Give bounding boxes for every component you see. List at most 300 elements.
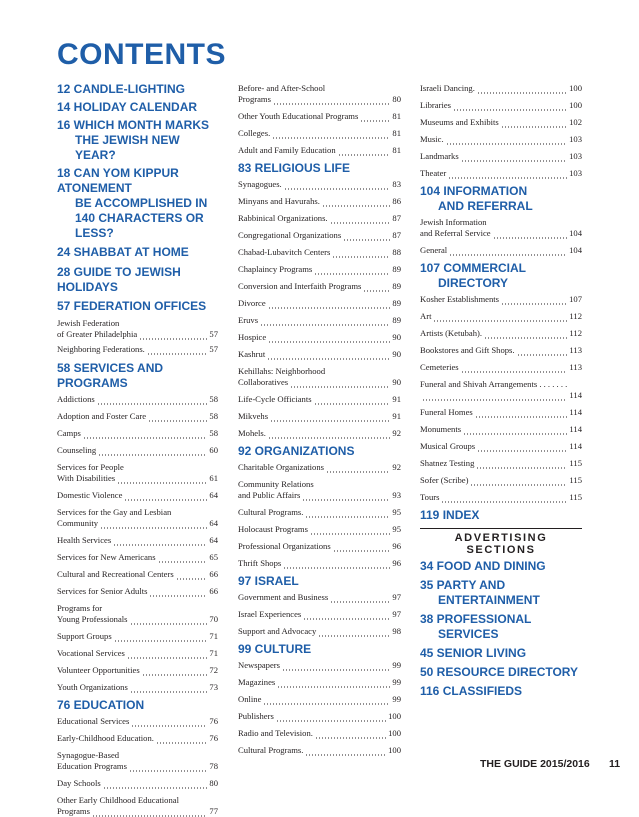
toc-entry[interactable] bbox=[57, 631, 218, 642]
dot-leader bbox=[326, 462, 390, 473]
dot-leader bbox=[147, 344, 208, 355]
dot-leader bbox=[475, 407, 568, 418]
toc-entry-label: Bookstores and Gift Shops. bbox=[420, 345, 515, 355]
toc-entry[interactable] bbox=[238, 179, 401, 190]
toc-entry[interactable] bbox=[420, 458, 582, 469]
section-heading-line: 99 CULTURE bbox=[238, 642, 312, 656]
toc-entry-label: Minyans and Havurahs. bbox=[238, 196, 320, 206]
toc-page-number: 96 bbox=[392, 541, 401, 551]
toc-page-number: 89 bbox=[392, 264, 401, 274]
toc-entry-label: Art bbox=[420, 311, 432, 321]
toc-entry-label: Shatnez Testing bbox=[420, 458, 475, 468]
page-title: CONTENTS bbox=[57, 38, 226, 71]
toc-entry-label: Addictions bbox=[57, 394, 95, 404]
toc-page-number: 73 bbox=[209, 682, 218, 692]
toc-entry-label: Domestic Violence bbox=[57, 490, 123, 500]
toc-page-number: 92 bbox=[392, 462, 401, 472]
dot-leader bbox=[302, 490, 390, 501]
toc-entry-label: Hospice bbox=[238, 332, 267, 342]
toc-entry[interactable] bbox=[57, 569, 218, 580]
section-heading-line: 76 EDUCATION bbox=[57, 698, 145, 712]
toc-entry[interactable] bbox=[238, 196, 401, 207]
toc-entry-label: Conversion and Interfaith Programs bbox=[238, 281, 362, 291]
dot-leader bbox=[330, 592, 390, 603]
toc-entry[interactable] bbox=[420, 328, 582, 339]
section-heading[interactable] bbox=[420, 559, 582, 574]
toc-entry-label: Mohels. bbox=[238, 428, 266, 438]
toc-page-number: 89 bbox=[392, 281, 401, 291]
toc-entry[interactable] bbox=[238, 298, 401, 309]
toc-entry[interactable] bbox=[238, 264, 401, 275]
toc-entry[interactable] bbox=[57, 535, 218, 546]
toc-entry[interactable] bbox=[238, 745, 401, 756]
advertising-sections-heading: ADVERTISING SECTIONS bbox=[454, 532, 548, 556]
toc-entry-label: Synagogues. bbox=[238, 179, 282, 189]
section-heading[interactable] bbox=[57, 361, 218, 391]
toc-entry[interactable] bbox=[238, 694, 401, 705]
toc-entry-label: Artists (Ketubah). bbox=[420, 328, 483, 338]
toc-entry-label: Cultural Programs. bbox=[238, 507, 304, 517]
toc-page-number: 81 bbox=[392, 111, 401, 121]
toc-entry-label: Holocaust Programs bbox=[238, 524, 308, 534]
toc-entry[interactable] bbox=[238, 626, 401, 637]
toc-entry[interactable] bbox=[420, 100, 582, 111]
toc-entry-label: Eruvs bbox=[238, 315, 259, 325]
dot-leader bbox=[131, 716, 207, 727]
dot-leader bbox=[117, 473, 207, 484]
toc-page-number: 77 bbox=[209, 806, 218, 816]
toc-page-number: 83 bbox=[392, 179, 401, 189]
toc-page-number: 103 bbox=[569, 134, 582, 144]
toc-entry-label: Adult and Family Education bbox=[238, 145, 336, 155]
dot-leader bbox=[130, 682, 208, 693]
toc-entry[interactable] bbox=[420, 168, 582, 179]
toc-entry-label: Other Early Childhood Educational bbox=[57, 795, 179, 805]
toc-page-number: 104 bbox=[569, 245, 582, 255]
toc-page-number: 66 bbox=[209, 586, 218, 596]
toc-page-number: 71 bbox=[209, 631, 218, 641]
toc-entry[interactable] bbox=[57, 428, 218, 439]
footer-guide-title: THE GUIDE 2015/2016 bbox=[480, 758, 590, 770]
toc-entry-label: Collaboratives bbox=[238, 377, 289, 387]
toc-entry[interactable] bbox=[238, 728, 401, 739]
toc-page-number: 99 bbox=[392, 660, 401, 670]
toc-page-number: 64 bbox=[209, 535, 218, 545]
toc-entry-label: Musical Groups bbox=[420, 441, 476, 451]
section-heading[interactable] bbox=[420, 578, 582, 608]
section-heading-line: SERVICES bbox=[438, 627, 499, 641]
toc-entry-label: Newspapers bbox=[238, 660, 280, 670]
toc-page-number: 98 bbox=[392, 626, 401, 636]
dot-leader bbox=[448, 168, 567, 179]
toc-page-number: 97 bbox=[392, 592, 401, 602]
toc-page-number: 99 bbox=[392, 694, 401, 704]
toc-page-number: 76 bbox=[209, 716, 218, 726]
toc-entry[interactable] bbox=[238, 677, 401, 688]
toc-page-number: 103 bbox=[569, 168, 582, 178]
dot-leader bbox=[142, 665, 208, 676]
toc-entry[interactable] bbox=[57, 490, 218, 501]
toc-entry[interactable] bbox=[57, 795, 218, 817]
toc-entry[interactable] bbox=[238, 507, 401, 518]
toc-page-number: 114 bbox=[569, 424, 582, 434]
toc-entry[interactable] bbox=[238, 558, 401, 569]
section-heading[interactable] bbox=[420, 646, 582, 661]
dot-leader bbox=[322, 196, 391, 207]
toc-page-number: 115 bbox=[569, 458, 582, 468]
dot-leader bbox=[333, 541, 391, 552]
toc-entry-label: Music. bbox=[420, 134, 444, 144]
toc-entry[interactable] bbox=[238, 213, 401, 224]
toc-entry-label: Programs bbox=[57, 806, 90, 816]
section-heading[interactable] bbox=[57, 698, 218, 713]
toc-entry[interactable] bbox=[57, 648, 218, 659]
toc-entry[interactable] bbox=[420, 475, 582, 486]
section-heading-line: THE JEWISH NEW YEAR? bbox=[75, 133, 180, 162]
dot-leader bbox=[449, 245, 567, 256]
toc-entry-label: Mikvehs bbox=[238, 411, 269, 421]
section-heading-line: 14 HOLIDAY CALENDAR bbox=[57, 100, 198, 114]
dot-leader bbox=[272, 128, 390, 139]
dot-leader bbox=[92, 806, 207, 817]
toc-entry-label: Divorce bbox=[238, 298, 266, 308]
toc-entry[interactable] bbox=[57, 778, 218, 789]
toc-entry[interactable] bbox=[238, 711, 401, 722]
toc-entry[interactable] bbox=[57, 507, 218, 529]
toc-entry-label: Charitable Organizations bbox=[238, 462, 324, 472]
toc-entry-label: Cultural Programs. bbox=[238, 745, 304, 755]
section-heading[interactable] bbox=[57, 245, 218, 260]
toc-entry[interactable] bbox=[420, 294, 582, 305]
toc-entry[interactable] bbox=[420, 379, 582, 401]
dot-leader bbox=[501, 117, 567, 128]
dot-leader bbox=[314, 264, 390, 275]
toc-entry[interactable] bbox=[238, 281, 401, 292]
toc-page-number: 115 bbox=[569, 492, 582, 502]
toc-entry[interactable] bbox=[238, 366, 401, 388]
section-heading[interactable] bbox=[420, 261, 582, 291]
dot-leader bbox=[176, 569, 208, 580]
toc-entry-label: Counseling bbox=[57, 445, 97, 455]
toc-entry[interactable] bbox=[420, 83, 582, 94]
toc-entry-label: Services for the Gay and Lesbian bbox=[57, 507, 172, 517]
toc-entry-label: Congregational Organizations bbox=[238, 230, 342, 240]
dot-leader bbox=[103, 778, 208, 789]
toc-entry-label: Kosher Establishments bbox=[420, 294, 500, 304]
toc-entry[interactable] bbox=[238, 394, 401, 405]
toc-entry-label: Support and Advocacy bbox=[238, 626, 317, 636]
dot-leader bbox=[284, 179, 391, 190]
toc-page-number: 87 bbox=[392, 230, 401, 240]
toc-page-number: 81 bbox=[392, 128, 401, 138]
toc-page-number: 104 bbox=[569, 228, 582, 238]
toc-entry-label: Publishers bbox=[238, 711, 274, 721]
dot-leader bbox=[363, 281, 390, 292]
toc-page-number: 58 bbox=[209, 411, 218, 421]
toc-entry-label: Before- and After-School bbox=[238, 83, 326, 93]
section-heading-line: DIRECTORY bbox=[438, 276, 509, 290]
toc-entry[interactable] bbox=[420, 424, 582, 435]
toc-column-2 bbox=[238, 80, 401, 756]
toc-entry-label: Support Groups bbox=[57, 631, 112, 641]
dot-leader bbox=[129, 761, 207, 772]
section-heading-line: 116 CLASSIFIEDS bbox=[420, 684, 523, 698]
dot-leader bbox=[484, 328, 567, 339]
toc-entry[interactable] bbox=[238, 332, 401, 343]
toc-entry[interactable] bbox=[420, 117, 582, 128]
section-heading[interactable] bbox=[57, 82, 218, 97]
toc-entry[interactable] bbox=[238, 128, 401, 139]
toc-entry[interactable] bbox=[57, 344, 218, 355]
section-heading[interactable] bbox=[57, 265, 218, 295]
toc-entry[interactable] bbox=[57, 552, 218, 563]
toc-page-number: 112 bbox=[569, 328, 582, 338]
toc-entry[interactable] bbox=[238, 315, 401, 326]
toc-entry[interactable] bbox=[57, 682, 218, 693]
toc-entry-label: Youth Organizations bbox=[57, 682, 128, 692]
toc-entry[interactable] bbox=[420, 151, 582, 162]
toc-entry-label: Funeral and Shivah Arrangements . . . . . . . bbox=[420, 379, 568, 389]
toc-entry[interactable] bbox=[420, 362, 582, 373]
toc-page-number: 72 bbox=[209, 665, 218, 675]
section-heading[interactable] bbox=[420, 612, 582, 642]
toc-entry-label: Other Youth Educational Programs bbox=[238, 111, 359, 121]
toc-entry[interactable] bbox=[420, 492, 582, 503]
section-heading-line: 107 COMMERCIAL bbox=[420, 261, 527, 275]
toc-entry[interactable] bbox=[57, 603, 218, 625]
section-heading-line: 34 FOOD AND DINING bbox=[420, 559, 546, 573]
dot-leader bbox=[441, 492, 567, 503]
toc-page-number: 100 bbox=[388, 728, 401, 738]
toc-entry[interactable] bbox=[238, 111, 401, 122]
toc-page-number: 114 bbox=[569, 390, 582, 400]
dot-leader bbox=[267, 349, 390, 360]
toc-entry[interactable] bbox=[57, 445, 218, 456]
section-heading[interactable] bbox=[238, 444, 401, 459]
dot-leader bbox=[517, 345, 568, 356]
toc-entry[interactable] bbox=[420, 441, 582, 452]
toc-entry-label: Landmarks bbox=[420, 151, 459, 161]
toc-entry-label: Radio and Television. bbox=[238, 728, 313, 738]
toc-entry[interactable] bbox=[238, 462, 401, 473]
dot-leader bbox=[330, 213, 391, 224]
toc-entry[interactable] bbox=[238, 541, 401, 552]
section-heading[interactable] bbox=[57, 100, 218, 115]
toc-entry[interactable] bbox=[420, 407, 582, 418]
toc-entry[interactable] bbox=[238, 411, 401, 422]
toc-entry-label: of Greater Philadelphia bbox=[57, 329, 138, 339]
dot-leader bbox=[97, 394, 208, 405]
toc-column-3 bbox=[420, 80, 582, 699]
toc-page-number: 92 bbox=[392, 428, 401, 438]
toc-entry[interactable] bbox=[57, 665, 218, 676]
toc-page-number: 88 bbox=[392, 247, 401, 257]
toc-entry[interactable] bbox=[57, 733, 218, 744]
toc-page-number: 114 bbox=[569, 441, 582, 451]
toc-entry-label: Educational Services bbox=[57, 716, 130, 726]
toc-entry[interactable] bbox=[420, 345, 582, 356]
toc-entry-label: Synagogue-Based bbox=[57, 750, 120, 760]
section-heading[interactable] bbox=[420, 665, 582, 680]
toc-entry[interactable] bbox=[57, 318, 218, 340]
toc-entry-label: Government and Business bbox=[238, 592, 329, 602]
toc-entry-label: Rabbinical Organizations. bbox=[238, 213, 328, 223]
toc-entry[interactable] bbox=[238, 592, 401, 603]
toc-entry[interactable] bbox=[238, 83, 401, 105]
toc-page-number: 64 bbox=[209, 518, 218, 528]
toc-entry[interactable] bbox=[57, 750, 218, 772]
toc-entry[interactable] bbox=[238, 609, 401, 620]
toc-entry-label: Jewish Information bbox=[420, 217, 487, 227]
toc-entry-label: Chabad-Lubavitch Centers bbox=[238, 247, 331, 257]
toc-entry[interactable] bbox=[238, 145, 401, 156]
dot-leader bbox=[263, 694, 390, 705]
toc-entry[interactable] bbox=[238, 524, 401, 535]
dot-leader bbox=[305, 745, 386, 756]
toc-page-number: 107 bbox=[569, 294, 582, 304]
toc-entry-label: Theater bbox=[420, 168, 447, 178]
dot-leader bbox=[318, 626, 390, 637]
dot-leader bbox=[127, 648, 208, 659]
section-heading-line: 97 ISRAEL bbox=[238, 574, 299, 588]
section-heading-line: 57 FEDERATION OFFICES bbox=[57, 299, 207, 313]
toc-entry[interactable] bbox=[420, 134, 582, 145]
toc-entry[interactable] bbox=[57, 411, 218, 422]
section-heading-line: 16 WHICH MONTH MARKS bbox=[57, 118, 209, 132]
toc-entry-label: Israeli Dancing. bbox=[420, 83, 475, 93]
toc-entry-label: Cultural and Recreational Centers bbox=[57, 569, 174, 579]
dot-leader bbox=[273, 94, 390, 105]
dot-leader bbox=[260, 315, 390, 326]
toc-page-number: 87 bbox=[392, 213, 401, 223]
dot-leader bbox=[113, 535, 207, 546]
dot-leader bbox=[290, 377, 390, 388]
toc-entry-label: Camps bbox=[57, 428, 81, 438]
dot-leader bbox=[158, 552, 208, 563]
dot-leader bbox=[461, 362, 568, 373]
toc-entry[interactable] bbox=[57, 716, 218, 727]
toc-page-number: 100 bbox=[569, 100, 582, 110]
section-heading[interactable] bbox=[57, 166, 218, 241]
toc-entry[interactable] bbox=[420, 245, 582, 256]
toc-entry-label: Professional Organizations bbox=[238, 541, 331, 551]
section-heading[interactable] bbox=[238, 161, 401, 176]
toc-entry[interactable] bbox=[57, 462, 218, 484]
toc-entry[interactable] bbox=[238, 349, 401, 360]
toc-entry[interactable] bbox=[238, 428, 401, 439]
toc-entry-label: Libraries bbox=[420, 100, 452, 110]
toc-page-number: 91 bbox=[392, 411, 401, 421]
toc-page-number: 93 bbox=[392, 490, 401, 500]
section-heading[interactable] bbox=[238, 642, 401, 657]
toc-page-number: 58 bbox=[209, 394, 218, 404]
dot-leader bbox=[268, 332, 390, 343]
toc-entry-label: Life-Cycle Officiants bbox=[238, 394, 312, 404]
toc-page-number: 113 bbox=[569, 345, 582, 355]
toc-entry[interactable] bbox=[57, 586, 218, 597]
toc-page-number: 97 bbox=[392, 609, 401, 619]
toc-entry-label: Funeral Homes bbox=[420, 407, 473, 417]
dot-leader bbox=[130, 614, 208, 625]
toc-entry-label: Programs for bbox=[57, 603, 103, 613]
toc-entry-label: Neighboring Federations. bbox=[57, 344, 145, 354]
section-heading[interactable] bbox=[420, 184, 582, 214]
toc-page-number: 57 bbox=[209, 344, 218, 354]
dot-leader bbox=[501, 294, 567, 305]
toc-entry[interactable] bbox=[238, 247, 401, 258]
toc-entry-label: Magazines bbox=[238, 677, 276, 687]
section-heading-line: 18 CAN YOM KIPPUR ATONEMENT bbox=[57, 166, 179, 195]
toc-entry[interactable] bbox=[238, 479, 401, 501]
toc-page-number: 78 bbox=[209, 761, 218, 771]
dot-leader bbox=[310, 524, 390, 535]
toc-page-number: 102 bbox=[569, 117, 582, 127]
section-heading[interactable] bbox=[420, 684, 582, 699]
section-heading[interactable] bbox=[57, 299, 218, 314]
toc-entry-label: Volunteer Opportunities bbox=[57, 665, 140, 675]
toc-page-number: 80 bbox=[392, 94, 401, 104]
toc-entry-label: Education Programs bbox=[57, 761, 127, 771]
dot-leader bbox=[98, 445, 207, 456]
toc-entry-label: Cemeteries bbox=[420, 362, 459, 372]
dot-leader bbox=[332, 247, 390, 258]
toc-page-number: 112 bbox=[569, 311, 582, 321]
dot-leader bbox=[314, 394, 391, 405]
section-divider bbox=[420, 528, 582, 529]
section-heading-line: 50 RESOURCE DIRECTORY bbox=[420, 665, 579, 679]
dot-leader bbox=[100, 518, 207, 529]
toc-entry-label: Early-Childhood Education. bbox=[57, 733, 154, 743]
dot-leader bbox=[446, 134, 567, 145]
dot-leader bbox=[453, 100, 567, 111]
toc-page-number: 61 bbox=[209, 473, 218, 483]
dot-leader bbox=[148, 411, 207, 422]
section-heading-line: 119 INDEX bbox=[420, 508, 480, 522]
toc-page-number: 57 bbox=[209, 329, 218, 339]
toc-entry[interactable] bbox=[420, 217, 582, 239]
toc-page-number: 58 bbox=[209, 428, 218, 438]
dot-leader bbox=[149, 586, 207, 597]
toc-entry[interactable] bbox=[238, 230, 401, 241]
toc-entry-label: Kashrut bbox=[238, 349, 266, 359]
toc-page-number: 99 bbox=[392, 677, 401, 687]
toc-entry-label: Adoption and Foster Care bbox=[57, 411, 147, 421]
section-heading-line: 104 INFORMATION bbox=[420, 184, 528, 198]
section-heading[interactable] bbox=[57, 118, 218, 163]
dot-leader bbox=[156, 733, 208, 744]
dot-leader bbox=[477, 441, 567, 452]
toc-page-number: 95 bbox=[392, 507, 401, 517]
section-heading[interactable] bbox=[238, 574, 401, 589]
section-heading[interactable] bbox=[420, 508, 582, 523]
toc-page-number: 100 bbox=[388, 711, 401, 721]
dot-leader bbox=[268, 428, 390, 439]
toc-entry-label: Kehillahs: Neighborhood bbox=[238, 366, 326, 376]
dot-leader bbox=[268, 298, 391, 309]
section-heading-line: 24 SHABBAT AT HOME bbox=[57, 245, 189, 259]
page-number: 11 bbox=[609, 758, 621, 770]
toc-page-number: 115 bbox=[569, 475, 582, 485]
toc-entry-label: Services for New Americans bbox=[57, 552, 156, 562]
toc-entry-label: Israel Experiences bbox=[238, 609, 302, 619]
toc-page-number: 86 bbox=[392, 196, 401, 206]
toc-entry[interactable] bbox=[238, 660, 401, 671]
toc-entry[interactable] bbox=[420, 311, 582, 322]
toc-entry-label: Vocational Services bbox=[57, 648, 125, 658]
dot-leader bbox=[470, 475, 567, 486]
section-heading-line: 45 SENIOR LIVING bbox=[420, 646, 527, 660]
toc-entry[interactable] bbox=[57, 394, 218, 405]
